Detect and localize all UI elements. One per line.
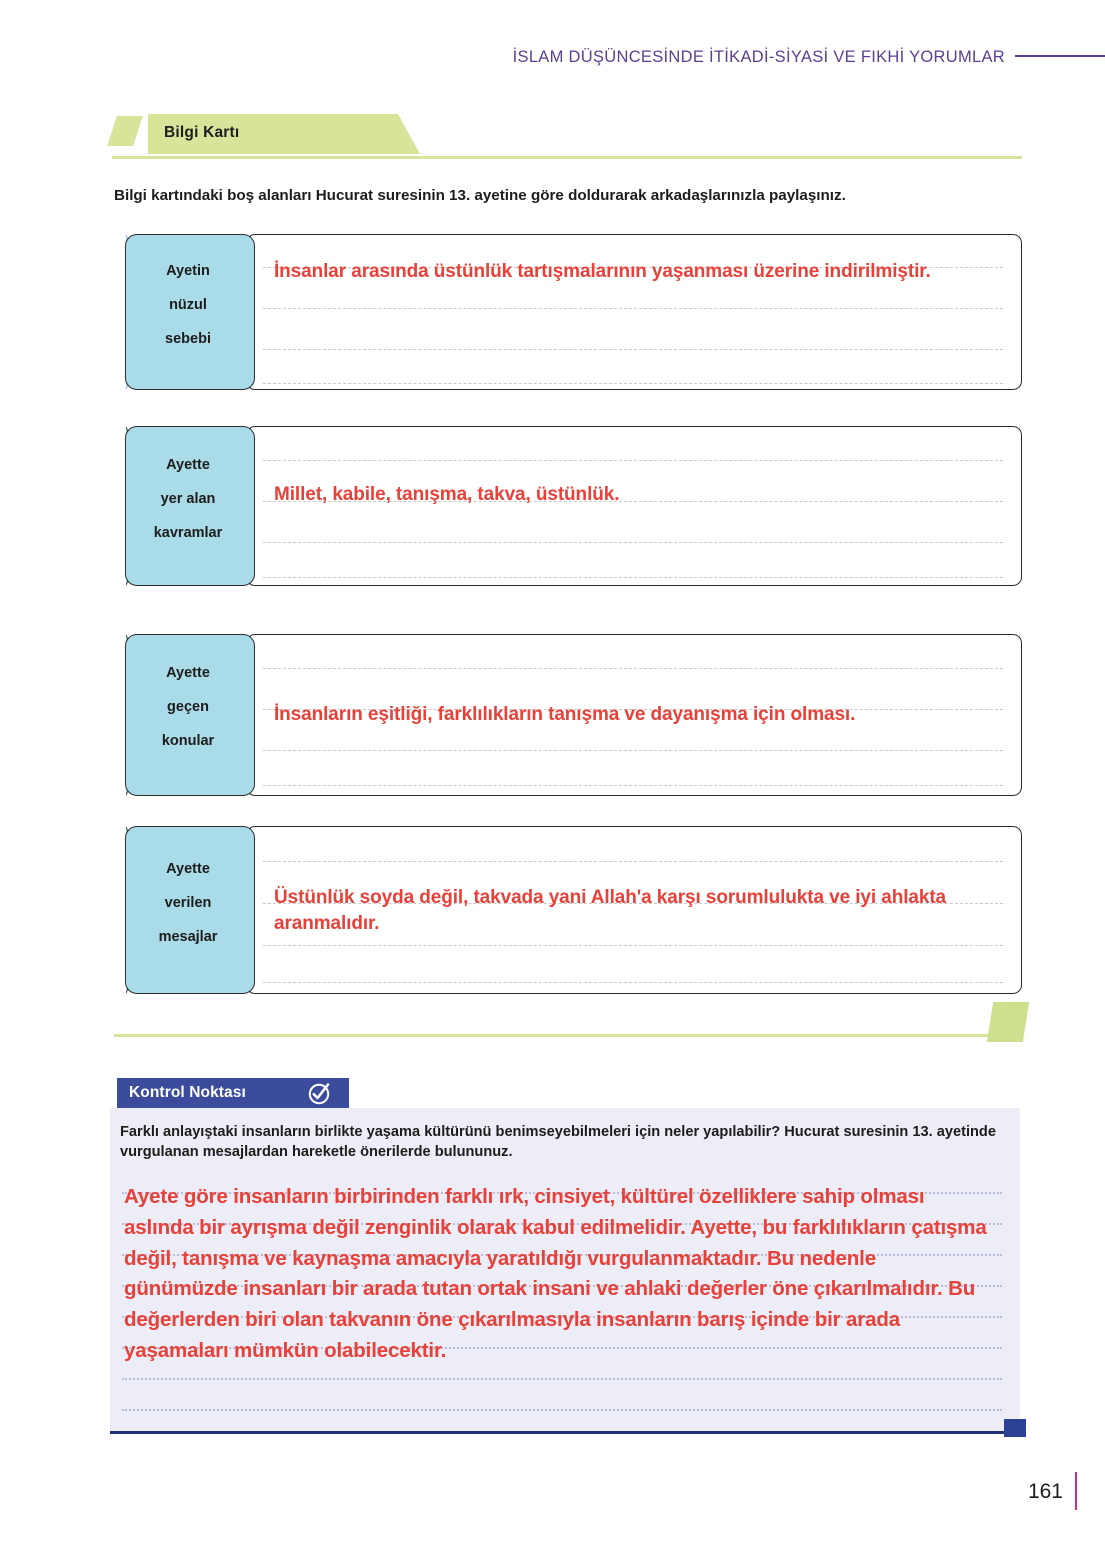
kontrol-noktasi-box (110, 1108, 1020, 1434)
tag-line: yer alan (160, 491, 216, 508)
tag-line: geçen (167, 699, 209, 716)
tag-line: Ayette (166, 665, 210, 681)
card-answer: İnsanların eşitliği, farklılıkların tanışma ve dayanışma için olması. (274, 704, 856, 725)
tag-line: sebebi (165, 331, 211, 348)
tag-line: Ayetin (166, 263, 210, 279)
banner-accent-chip (107, 116, 143, 146)
header-rule (1015, 55, 1105, 57)
bilgi-karti-banner (112, 114, 1022, 162)
page-number-rule (1075, 1472, 1077, 1510)
instruction-text: Bilgi kartındaki boş alanları Hucurat suresinin 13. ayetine göre doldurarak arkadaşlarınızla paylaşınız. (114, 187, 846, 204)
kontrol-answer: Ayete göre insanların birbirinden farklı ırk, cinsiyet, kültürel özelliklere sahip olması aslında bir ayrışma değil zenginlik olarak kabul edilmelidir. Ayette, bu farklılıkların çatışma değil, tanışma ve kaynaşma amacıyla yaratıldığı vurgulanmaktadır. Bu nedenle günümüzde insanları bir arada tutan ortak insani ve ahlaki değerler öne çıkarılmalıdır. Bu değerlerden biri olan takvanın öne çıkarılmasıyla insanların barış içinde bir arada yaşamaları mümkün olabilecektir. (124, 1185, 987, 1362)
banner-underline (112, 156, 1022, 159)
card-answer: Üstünlük soyda değil, takvada yani Allah'a karşı sorumlulukta ve iyi ahlakta aranmalıdır. (274, 887, 947, 935)
kontrol-question: Farklı anlayıştaki insanların birlikte yaşama kültürünü benimseyebilmeleri için neler yapılabilir? Hucurat suresinin 13. ayetinde vurgulanan mesajlardan hareketle önerilerde bulununuz. (120, 1124, 996, 1161)
banner-label: Bilgi Kartı (164, 124, 240, 141)
card-tag-label (127, 448, 249, 550)
card-answer: Millet, kabile, tanışma, takva, üstünlük. (274, 484, 620, 505)
section-divider (114, 1034, 1020, 1037)
page-number: 161 (1027, 1480, 1063, 1503)
kontrol-noktasi-label: Kontrol Noktası (129, 1084, 246, 1101)
tag-line: nüzul (169, 297, 207, 314)
card-answer: İnsanlar arasında üstünlük tartışmalarının yaşanması üzerine indirilmiştir. (274, 261, 931, 282)
kontrol-accent-square (1004, 1419, 1026, 1437)
running-header (0, 40, 1105, 74)
check-circle-icon (307, 1080, 333, 1106)
tag-line: konular (161, 733, 215, 750)
info-card (246, 234, 1022, 390)
card-tag-label (127, 852, 249, 954)
card-tag-label (127, 254, 249, 356)
tag-line: kavramlar (153, 525, 223, 542)
tag-line: mesajlar (158, 929, 218, 946)
tag-line: Ayette (166, 861, 210, 877)
green-accent-chip (987, 1002, 1029, 1042)
tag-line: Ayette (166, 457, 210, 473)
header-title: İSLAM DÜŞÜNCESİNDE İTİKADİ-SİYASİ VE FIKHİ YORUMLAR (512, 47, 1005, 66)
card-tag-label (127, 656, 249, 758)
tag-line: verilen (164, 895, 212, 912)
kontrol-noktasi-banner (117, 1078, 349, 1108)
